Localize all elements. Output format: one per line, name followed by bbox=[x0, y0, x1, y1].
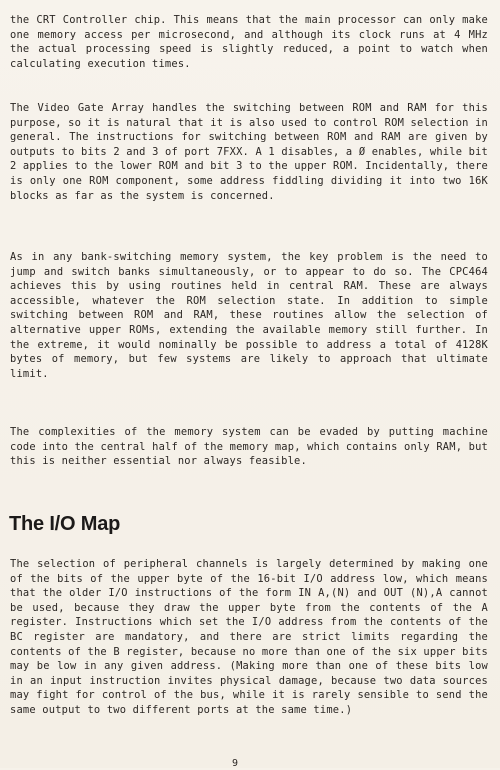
paragraph-io-map: The selection of peripheral channels is largely determined by making one of the bits of the upper byte of the 16-bit I/O address low, which means that the older I/O instructions of the form IN A,(N) and OUT (N),A cannot be used, because they draw the upper byte from the contents of the A register. Instructions which set the I/O address from the contents of the BC register are mandatory, and there are strict limits regarding the contents of the B register, because no more than one of the six upper bits may be low in any given address. (Making more than one of these bits low in an input instruction invites physical damage, because two data sources may fight for control of the bus, while it is rarely sensible to send the same output to two different ports at the same time.) bbox=[10, 558, 488, 716]
paragraph-crt-controller: the CRT Controller chip. This means that the main processor can only make one memory access per microsecond, and although its clock runs at 4 MHz the actual processing speed is slightly reduced, a point to watch when calculating execution times. bbox=[10, 14, 488, 70]
page-number: 9 bbox=[232, 758, 239, 769]
paragraph-bank-switching: As in any bank-switching memory system, the key problem is the need to jump and switch banks simultaneously, or to appear to do so. The CPC464 achieves this by using routines held in central RAM. These are always accessible, whatever the ROM selection state. In addition to simple switching between ROM and RAM, these routines allow the selection of alternative upper ROMs, extending the available memory still further. In the extreme, it would nominally be possible to address a total of 4128K bytes of memory, but few systems are likely to approach that ultimate limit. bbox=[10, 251, 488, 380]
section-heading-io-map: The I/O Map bbox=[9, 513, 121, 535]
paragraph-video-gate-array: The Video Gate Array handles the switching between ROM and RAM for this purpose, so it is natural that it is also used to control ROM selection in general. The instructions for switching between ROM and RAM are given by outputs to bits 2 and 3 of port 7FXX. A 1 disables, a Ø enables, while bit 2 applies to the lower ROM and bit 3 to the upper ROM. Incidentally, there is only one ROM component, some address fiddling dividing it into two 16K blocks as far as the system is concerned. bbox=[10, 102, 488, 202]
paragraph-memory-complexities: The complexities of the memory system can be evaded by putting machine code into the central half of the memory map, which contains only RAM, but this is neither essential nor always feasible. bbox=[10, 426, 488, 468]
